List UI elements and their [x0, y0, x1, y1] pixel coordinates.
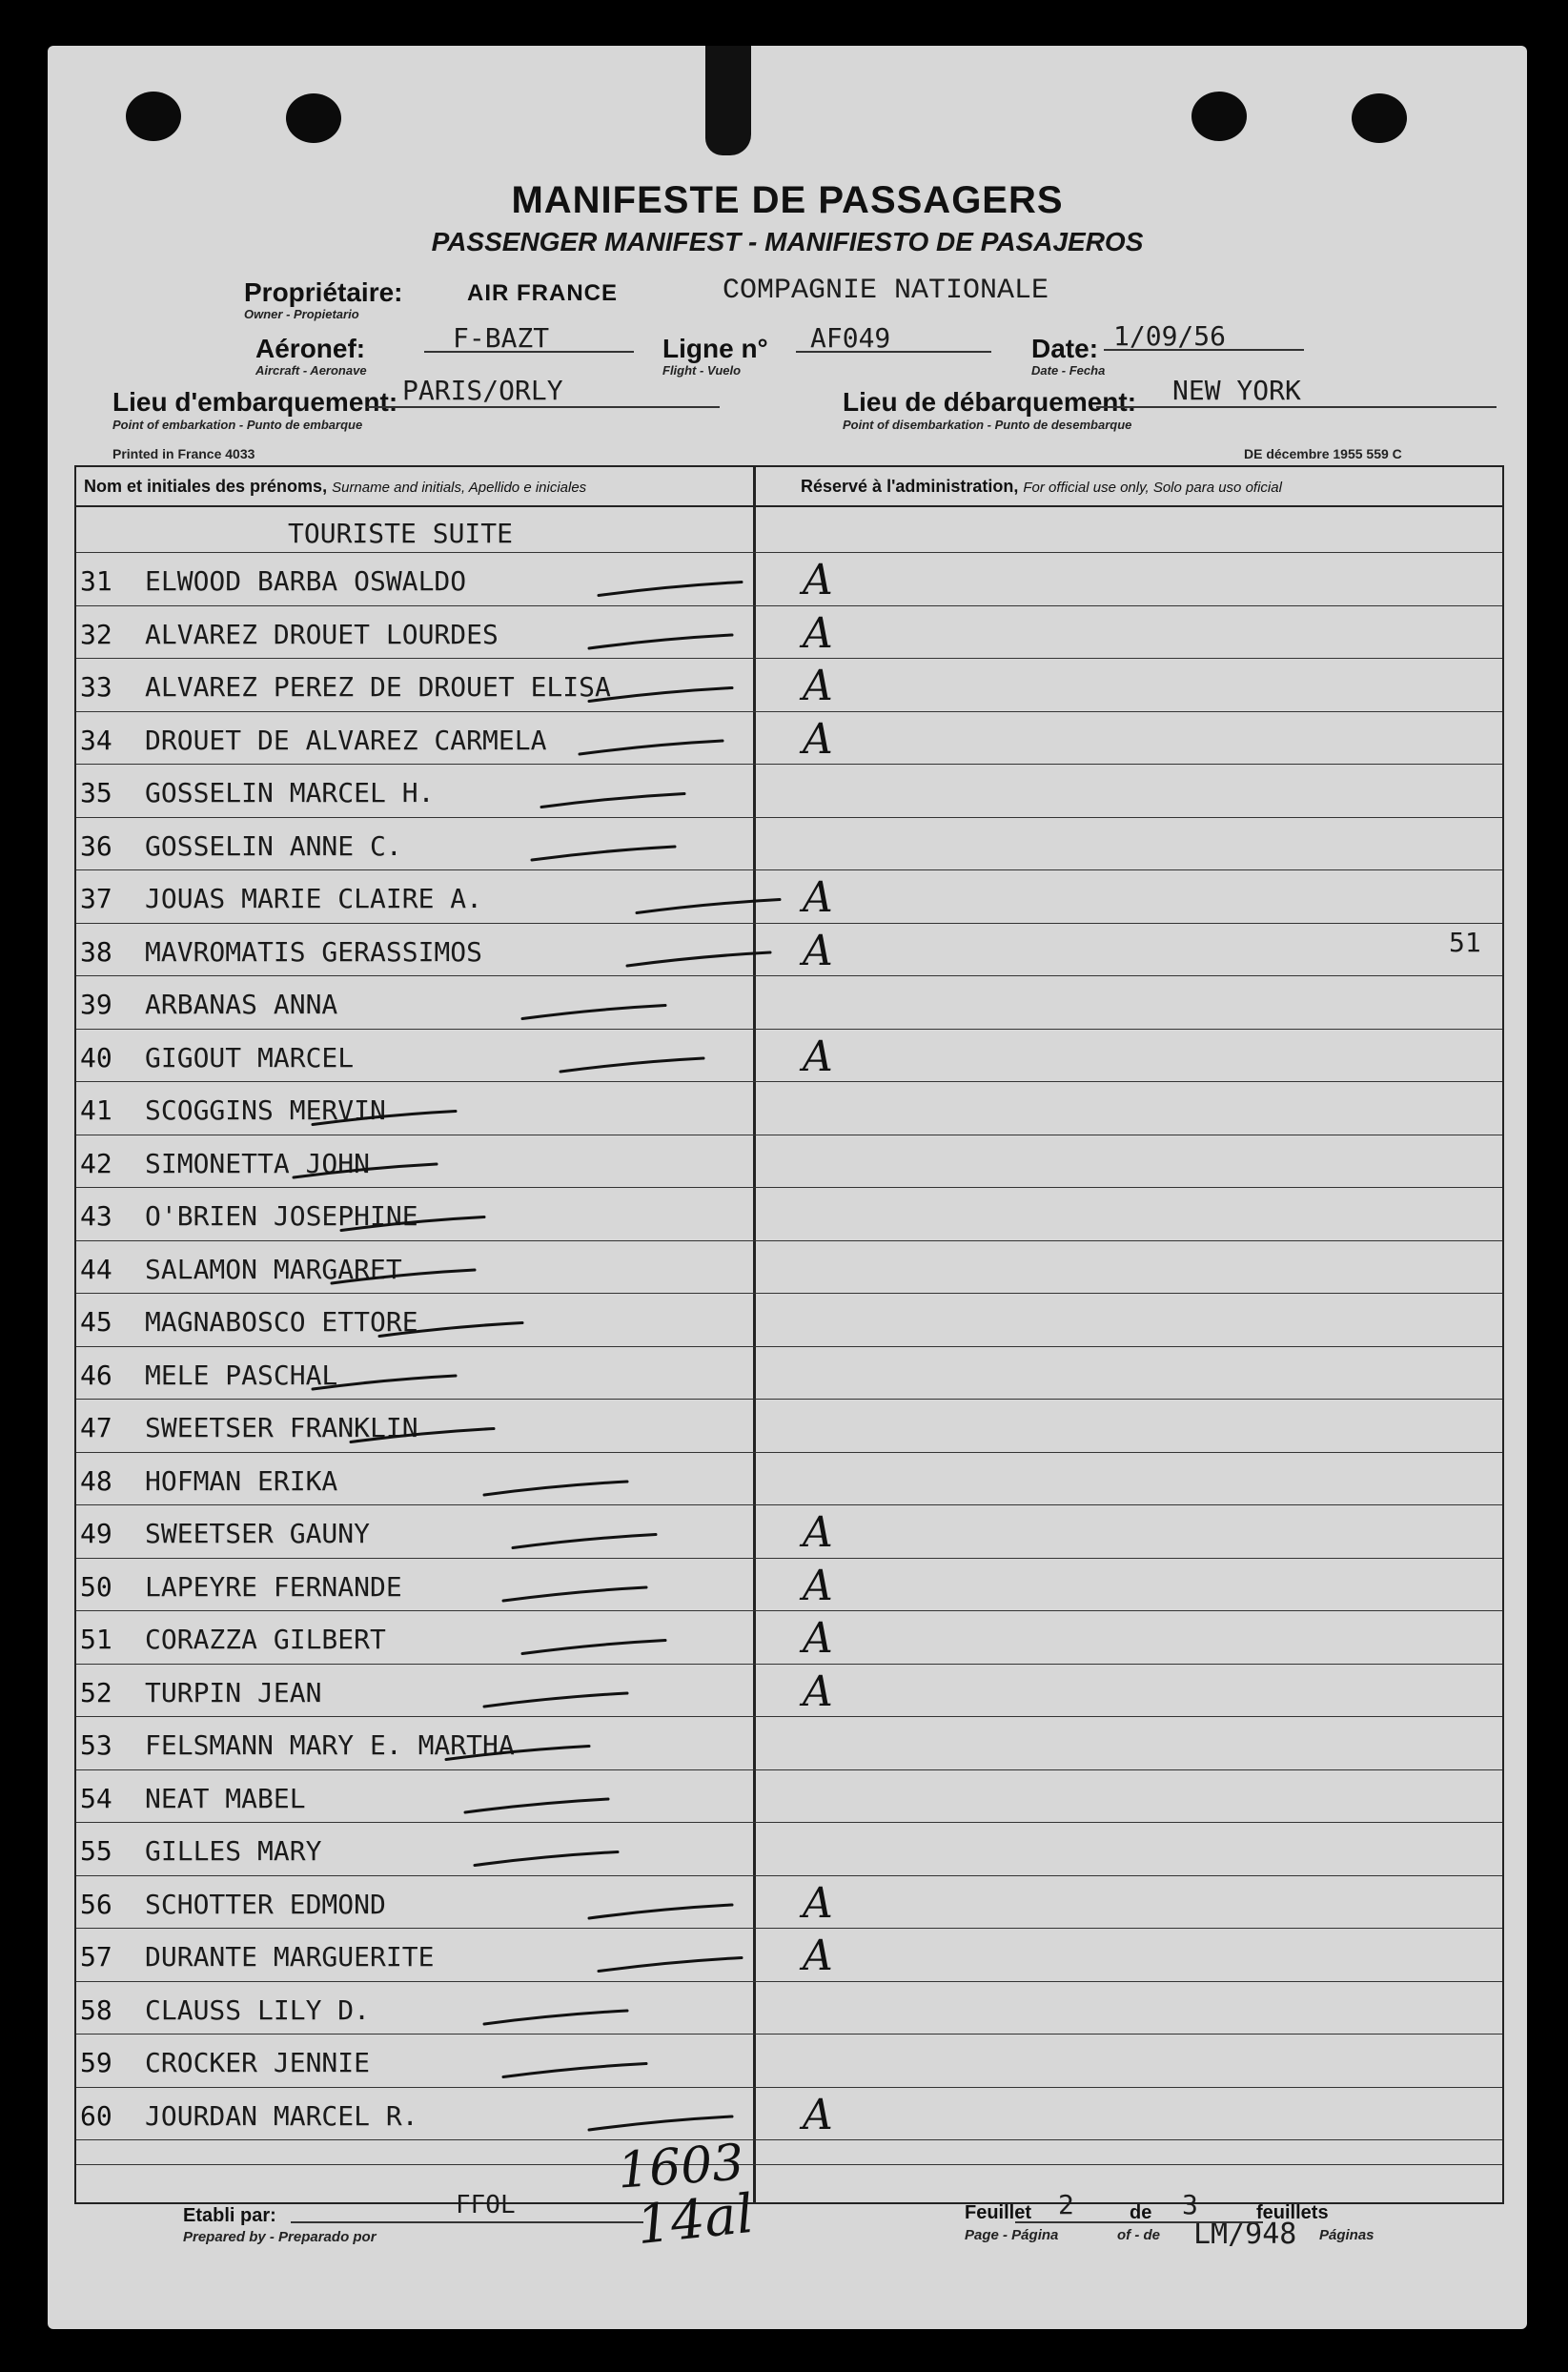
disembark-value: NEW YORK — [1172, 375, 1301, 406]
passenger-name: DROUET DE ALVAREZ CARMELA — [145, 724, 547, 756]
admin-mark: A — [803, 608, 833, 658]
admin-mark: A — [803, 926, 833, 975]
row-number: 52 — [80, 1676, 112, 1708]
row-number: 48 — [80, 1464, 112, 1497]
check-stroke — [341, 1217, 484, 1231]
passenger-name: CROCKER JENNIE — [145, 2047, 371, 2078]
check-stroke — [637, 900, 780, 913]
passenger-name: CORAZZA GILBERT — [145, 1624, 386, 1655]
admin-mark: A — [803, 1932, 833, 1980]
passenger-name: MAGNABOSCO ETTORE — [145, 1306, 418, 1338]
passenger-name: O'BRIEN JOSEPHINE — [145, 1200, 418, 1232]
check-stroke — [599, 1958, 742, 1972]
passenger-name: TURPIN JEAN — [145, 1676, 322, 1708]
owner-label: Propriétaire: — [244, 277, 403, 307]
row-number: 34 — [80, 724, 112, 756]
prepared-label: Etabli par: — [183, 2205, 276, 2226]
aircraft-value: F-BAZT — [453, 322, 550, 354]
row-number: 54 — [80, 1782, 112, 1814]
check-stroke — [379, 1323, 522, 1337]
check-stroke — [541, 794, 684, 808]
owner-sub: Owner - Propietario — [244, 307, 359, 321]
admin-mark: A — [803, 1508, 833, 1557]
check-stroke — [332, 1270, 475, 1283]
check-stroke — [484, 1693, 627, 1707]
passenger-name: MAVROMATIS GERASSIMOS — [145, 935, 483, 968]
section-label: TOURISTE SUITE — [288, 518, 514, 549]
passenger-name: SCHOTTER EDMOND — [145, 1888, 386, 1920]
passenger-name: ELWOOD BARBA OSWALDO — [145, 565, 467, 597]
prepared-value: FFOL — [456, 2191, 516, 2219]
side-number: 51 — [1449, 927, 1481, 958]
embark-value: PARIS/ORLY — [402, 375, 563, 406]
company-value: COMPAGNIE NATIONALE — [723, 275, 1049, 307]
check-stroke — [532, 847, 675, 860]
passenger-name: GOSSELIN MARCEL H. — [145, 777, 435, 808]
handwritten-note: 14al — [633, 2182, 757, 2258]
passenger-name: SWEETSER FRANKLIN — [145, 1412, 418, 1443]
check-stroke — [446, 1747, 589, 1760]
col-admin-header-text: Réservé à l'administration, — [801, 477, 1019, 496]
passenger-name: GILLES MARY — [145, 1835, 322, 1867]
admin-mark: A — [803, 1032, 833, 1081]
row-number: 46 — [80, 1359, 112, 1391]
embark-label: Lieu d'embarquement: — [112, 387, 398, 417]
check-stroke — [589, 1905, 732, 1918]
row-number: 60 — [80, 2099, 112, 2132]
flight-value: AF049 — [810, 322, 891, 354]
sheet-label: Feuillet — [965, 2202, 1032, 2223]
prepared-underline — [291, 2221, 643, 2223]
manifest-subtitle: PASSENGER MANIFEST - MANIFIESTO DE PASAJEROS — [431, 227, 1144, 256]
manifest-title: MANIFESTE DE PASSAGERS — [511, 179, 1064, 221]
admin-mark: A — [803, 2090, 833, 2139]
of-label: de — [1130, 2202, 1152, 2223]
row-number: 50 — [80, 1570, 112, 1603]
passenger-name: NEAT MABEL — [145, 1782, 306, 1814]
admin-mark: A — [803, 662, 833, 710]
row-number: 59 — [80, 2047, 112, 2078]
row-number: 40 — [80, 1041, 112, 1074]
sheets-sub: Páginas — [1319, 2227, 1375, 2243]
row-number: 35 — [80, 777, 112, 808]
passenger-name: CLAUSS LILY D. — [145, 1994, 371, 2026]
passenger-name: FELSMANN MARY E. MARTHA — [145, 1729, 515, 1761]
form-code: DE décembre 1955 559 C — [1244, 446, 1402, 461]
disembark-sub: Point of disembarkation - Punto de desembarque — [843, 418, 1132, 432]
admin-mark: A — [803, 714, 833, 764]
check-stroke — [589, 2116, 732, 2130]
of-value: 3 — [1182, 2189, 1198, 2220]
disembark-label: Lieu de débarquement: — [843, 387, 1137, 417]
passenger-name: HOFMAN ERIKA — [145, 1464, 338, 1497]
row-number: 43 — [80, 1200, 112, 1232]
date-value: 1/09/56 — [1113, 320, 1227, 352]
admin-mark: A — [803, 1614, 833, 1663]
row-number: 41 — [80, 1094, 112, 1126]
admin-mark: A — [803, 873, 833, 922]
aircraft-sub: Aircraft - Aeronave — [255, 363, 367, 378]
check-stroke — [503, 2064, 646, 2077]
embark-sub: Point of embarkation - Punto de embarque — [112, 418, 363, 432]
row-number: 36 — [80, 829, 112, 862]
passenger-name: JOUAS MARIE CLAIRE A. — [145, 883, 483, 914]
flight-sub: Flight - Vuelo — [662, 363, 742, 378]
check-stroke — [475, 1852, 618, 1866]
check-stroke — [484, 2011, 627, 2024]
passenger-name: ALVAREZ PEREZ DE DROUET ELISA — [145, 671, 611, 703]
passenger-name: ALVAREZ DROUET LOURDES — [145, 618, 499, 650]
row-number: 44 — [80, 1253, 112, 1285]
row-number: 45 — [80, 1306, 112, 1338]
sheets-label: feuillets — [1256, 2202, 1329, 2223]
handwritten-number: 1603 — [616, 2134, 746, 2200]
passenger-name: ARBANAS ANNA — [145, 989, 338, 1020]
check-stroke — [313, 1112, 456, 1125]
row-number: 55 — [80, 1835, 112, 1867]
check-stroke — [589, 688, 732, 702]
sheet-underline — [1015, 2221, 1263, 2223]
check-stroke — [503, 1587, 646, 1601]
passenger-name: SCOGGINS MERVIN — [145, 1094, 386, 1126]
pen-strokes — [48, 46, 1527, 2329]
passenger-name: DURANTE MARGUERITE — [145, 1941, 435, 1973]
row-number: 56 — [80, 1888, 112, 1920]
passenger-name: JOURDAN MARCEL R. — [145, 2099, 418, 2132]
check-stroke — [465, 1799, 608, 1812]
printed-note: Printed in France 4033 — [112, 446, 255, 461]
reference-value: LM/948 — [1193, 2218, 1297, 2251]
row-number: 37 — [80, 883, 112, 914]
date-label: Date: — [1031, 334, 1099, 363]
check-stroke — [294, 1164, 437, 1177]
sheet-value: 2 — [1058, 2189, 1074, 2220]
passenger-name: GIGOUT MARCEL — [145, 1041, 355, 1074]
row-number: 53 — [80, 1729, 112, 1761]
row-number: 39 — [80, 989, 112, 1020]
aircraft-label: Aéronef: — [255, 334, 366, 363]
row-number: 32 — [80, 618, 112, 650]
col-admin-header-sub: For official use only, Solo para uso oficial — [1023, 480, 1282, 496]
check-stroke — [313, 1376, 456, 1389]
row-number: 57 — [80, 1941, 112, 1973]
check-stroke — [589, 635, 732, 648]
check-stroke — [580, 741, 723, 754]
col-name-header-text: Nom et initiales des prénoms, — [84, 477, 328, 496]
check-stroke — [351, 1429, 494, 1442]
passenger-name: MELE PASCHAL — [145, 1359, 338, 1391]
check-stroke — [627, 952, 770, 966]
prepared-sub: Prepared by - Preparado por — [183, 2229, 377, 2245]
flight-label: Ligne n° — [662, 334, 768, 363]
admin-mark: A — [803, 1667, 833, 1716]
col-name-header-sub: Surname and initials, Apellido e iniciales — [332, 480, 587, 496]
date-sub: Date - Fecha — [1031, 363, 1106, 378]
row-number: 47 — [80, 1412, 112, 1443]
passenger-name: LAPEYRE FERNANDE — [145, 1570, 402, 1603]
of-sub: of - de — [1117, 2227, 1160, 2243]
check-stroke — [513, 1535, 656, 1548]
passenger-name: GOSSELIN ANNE C. — [145, 829, 402, 862]
passenger-name: SALAMON MARGARET — [145, 1253, 402, 1285]
row-number: 38 — [80, 935, 112, 968]
passenger-name: SWEETSER GAUNY — [145, 1518, 371, 1549]
row-number: 42 — [80, 1147, 112, 1179]
row-number: 51 — [80, 1624, 112, 1655]
check-stroke — [522, 1641, 665, 1654]
owner-value: AIR FRANCE — [467, 280, 618, 306]
row-number: 33 — [80, 671, 112, 703]
row-number: 49 — [80, 1518, 112, 1549]
admin-mark: A — [803, 1878, 833, 1928]
manifest-sheet — [48, 46, 1527, 2329]
check-stroke — [560, 1058, 703, 1072]
check-stroke — [522, 1006, 665, 1019]
admin-mark: A — [803, 556, 833, 604]
passenger-name: SIMONETTA JOHN — [145, 1147, 371, 1179]
sheet-sub: Page - Página — [965, 2227, 1059, 2243]
check-stroke — [599, 583, 742, 596]
admin-mark: A — [803, 1561, 833, 1610]
row-number: 58 — [80, 1994, 112, 2026]
row-number: 31 — [80, 565, 112, 597]
check-stroke — [484, 1482, 627, 1495]
